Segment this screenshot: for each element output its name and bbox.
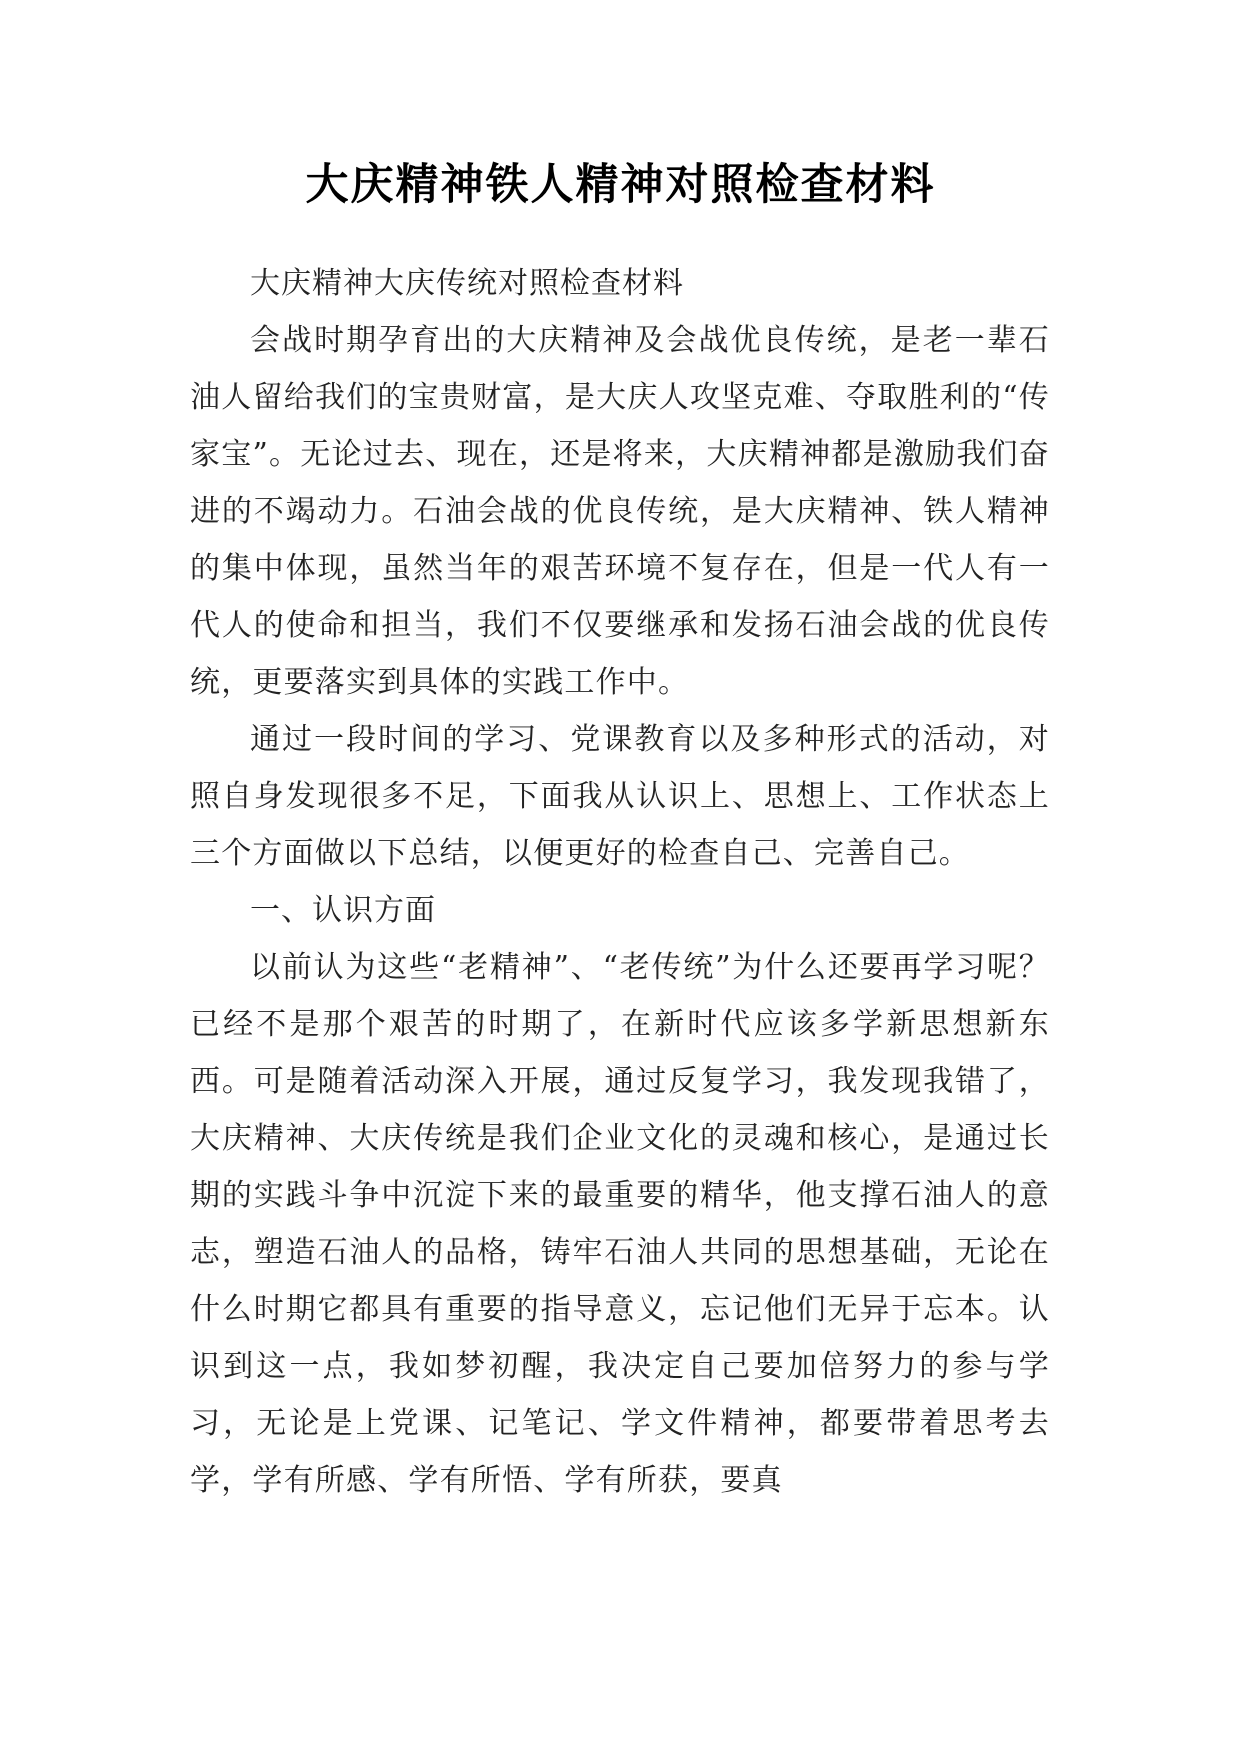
paragraph-recognition: 以前认为这些“老精神”、“老传统”为什么还要再学习呢？已经不是那个艰苦的时期了，在新时代应该多学新思想新东西。可是随着活动深入开展，通过反复学习，我发现我错了，大庆精神、大庆传统是我们企业文化的灵魂和核心，是通过长期的实践斗争中沉淀下来的最重要的精华，他支撑石油人的意志，塑造石油人的品格，铸牢石油人共同的思想基础，无论在什么时期它都具有重要的指导意义，忘记他们无异于忘本。认识到这一点，我如梦初醒，我决定自己要加倍努力的参与学习，无论是上党课、记笔记、学文件精神，都要带着思考去学，学有所感、学有所悟、学有所获，要真 [190,950,1050,1498]
document-body [190,255,1050,1509]
paragraph-intro: 会战时期孕育出的大庆精神及会战优良传统，是老一辈石油人留给我们的宝贵财富，是大庆人攻坚克难、夺取胜利的“传家宝”。无论过去、现在，还是将来，大庆精神都是激励我们奋进的不竭动力。石油会战的优良传统，是大庆精神、铁人精神的集中体现，虽然当年的艰苦环境不复存在，但是一代人有一代人的使命和担当，我们不仅要继承和发扬石油会战的优良传统，更要落实到具体的实践工作中。 [190,323,1050,700]
document-title: 大庆精神铁人精神对照检查材料 [305,160,936,210]
paragraph-summary: 通过一段时间的学习、党课教育以及多种形式的活动，对照自身发现很多不足，下面我从认识上、思想上、工作状态上三个方面做以下总结，以便更好的检查自己、完善自己。 [190,722,1050,871]
section-heading: 一、认识方面 [250,893,436,928]
paragraph-subtitle: 大庆精神大庆传统对照检查材料 [250,266,684,301]
